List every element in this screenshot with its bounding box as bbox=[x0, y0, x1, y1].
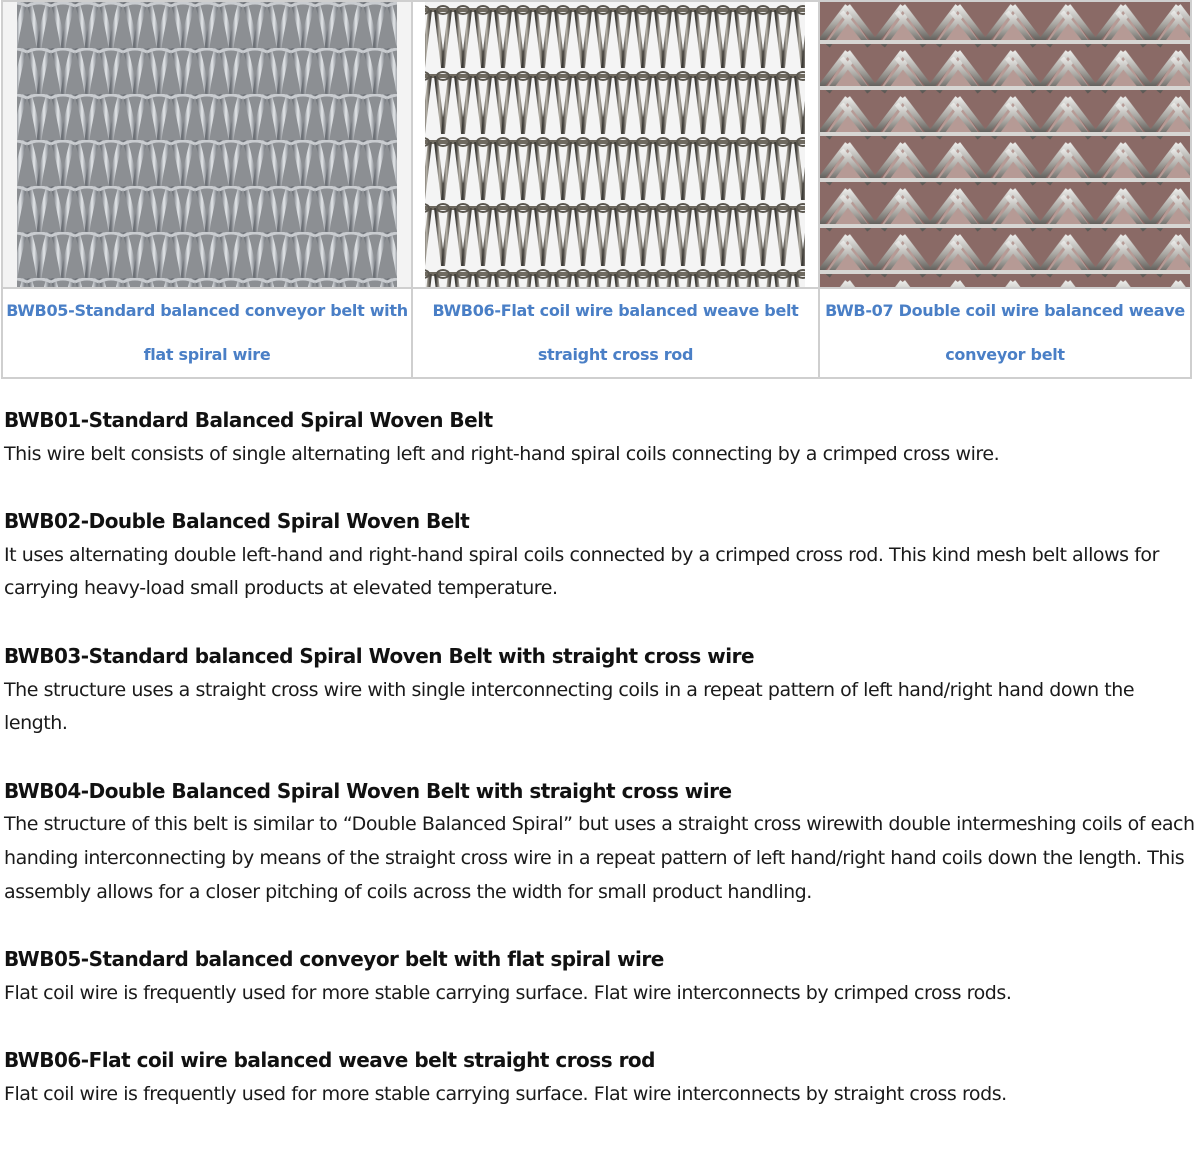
item-body: This wire belt consists of single alternating left and right-hand spiral coils connecting by a crimped cross wire. bbox=[4, 442, 1000, 465]
gallery-cell-bwb07 bbox=[819, 1, 1191, 288]
gallery-caption-row bbox=[2, 288, 1191, 378]
item-title: BWB03-Standard balanced Spiral Woven Belt with straight cross wire bbox=[4, 643, 755, 668]
flat-coil-straight-rod-belt-photo[interactable] bbox=[413, 2, 818, 287]
item-body: Flat coil wire is frequently used for more stable carrying surface. Flat wire interconnects by crimped cross rods. bbox=[4, 981, 1012, 1004]
description-bwb02 bbox=[4, 505, 1196, 606]
flat-spiral-wire-belt-photo[interactable] bbox=[3, 2, 411, 287]
gallery-cell-bwb06 bbox=[412, 1, 819, 288]
description-bwb03 bbox=[4, 640, 1196, 741]
description-bwb04 bbox=[4, 775, 1196, 909]
item-title: BWB06-Flat coil wire balanced weave belt straight cross rod bbox=[4, 1048, 655, 1073]
flat-coil-straight-rod-belt-image bbox=[413, 2, 818, 287]
gallery-cell-bwb05 bbox=[2, 1, 412, 288]
item-body: It uses alternating double left-hand and right-hand spiral coils connected by a crimped cross rod. This kind mesh belt allows for carrying heavy-load small products at elevated temperature. bbox=[4, 543, 1159, 600]
gallery-caption-bwb07[interactable]: BWB-07 Double coil wire balanced weave conveyor belt bbox=[819, 288, 1191, 378]
description-bwb01 bbox=[4, 404, 1196, 471]
description-bwb06 bbox=[4, 1044, 1196, 1111]
item-title: BWB01-Standard Balanced Spiral Woven Belt bbox=[4, 408, 493, 432]
product-image-gallery bbox=[1, 0, 1192, 379]
item-title: BWB02-Double Balanced Spiral Woven Belt bbox=[4, 509, 470, 534]
gallery-caption-bwb05[interactable]: BWB05-Standard balanced conveyor belt with flat spiral wire bbox=[2, 288, 412, 378]
item-body: The structure of this belt is similar to “Double Balanced Spiral” but uses a straight cross wirewith double intermeshing coils of each handing interconnecting by means of the straight cross wire in a repeat pattern of left hand/right hand coils down the length. This assembly allows for a closer pitching of coils across the width for small product handling. bbox=[4, 813, 1195, 903]
description-bwb05 bbox=[4, 943, 1196, 1010]
gallery-image-row bbox=[2, 1, 1191, 288]
double-coil-wire-belt-photo[interactable] bbox=[820, 2, 1190, 287]
flat-spiral-wire-belt-image bbox=[3, 2, 411, 287]
item-title: BWB04-Double Balanced Spiral Woven Belt with straight cross wire bbox=[4, 778, 732, 803]
item-title: BWB05-Standard balanced conveyor belt with flat spiral wire bbox=[4, 947, 664, 972]
gallery-caption-bwb06[interactable]: BWB06-Flat coil wire balanced weave belt straight cross rod bbox=[412, 288, 819, 378]
belt-descriptions bbox=[4, 404, 1196, 1146]
double-coil-wire-belt-image bbox=[820, 2, 1190, 287]
item-body: The structure uses a straight cross wire with single interconnecting coils in a repeat pattern of left hand/right hand down the length. bbox=[4, 678, 1135, 735]
item-body: Flat coil wire is frequently used for more stable carrying surface. Flat wire interconnects by straight cross rods. bbox=[4, 1082, 1007, 1105]
